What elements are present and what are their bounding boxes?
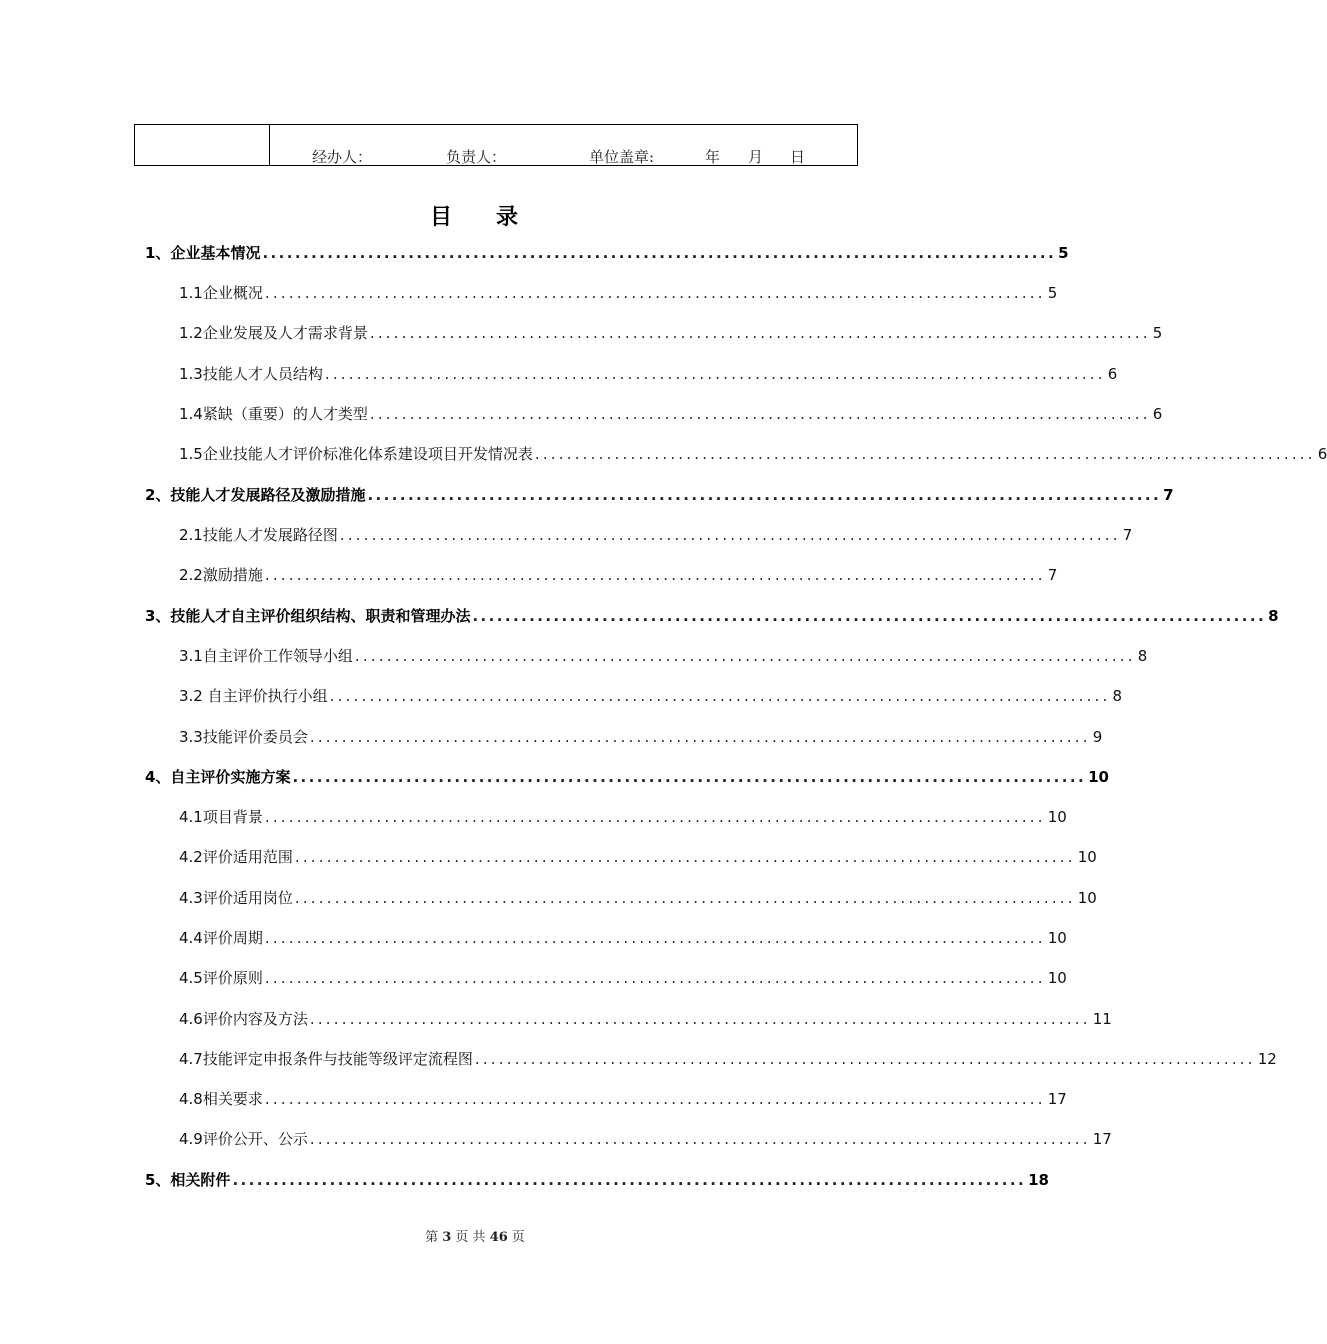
toc-entry[interactable] xyxy=(145,484,1174,506)
toc-entry-label: 4.6评价内容及方法 xyxy=(179,1010,308,1028)
toc-entry-page: 7 xyxy=(1163,486,1174,504)
toc-leader-dots: .................................................................................................. xyxy=(309,728,1091,746)
toc-entry[interactable] xyxy=(179,967,1067,989)
total-pages-number: 46 xyxy=(489,1230,508,1245)
toc-entry-page: 7 xyxy=(1122,526,1133,544)
toc-entry[interactable] xyxy=(179,524,1133,546)
toc-leader-dots: .................................................................................................. xyxy=(474,1050,1256,1068)
toc-leader-dots: .................................................................................................. xyxy=(232,1171,1027,1189)
toc-title-part2: 录 xyxy=(496,205,521,230)
toc-entry[interactable] xyxy=(179,1048,1277,1070)
toc-entry[interactable] xyxy=(179,726,1103,748)
toc-entry-page: 8 xyxy=(1268,607,1279,625)
toc-entry-page: 18 xyxy=(1028,1171,1049,1189)
toc-entry[interactable] xyxy=(179,363,1118,385)
toc-entry[interactable] xyxy=(179,927,1067,949)
toc-entry-label: 4.2评价适用范围 xyxy=(179,848,293,866)
toc-entry-label: 3、技能人才自主评价组织结构、职责和管理办法 xyxy=(145,607,471,625)
toc-leader-dots: .................................................................................................. xyxy=(324,365,1106,383)
toc-leader-dots: .................................................................................................. xyxy=(369,324,1151,342)
toc-entry-page: 10 xyxy=(1077,889,1097,907)
page-footer xyxy=(0,1229,950,1247)
toc-entry-page: 10 xyxy=(1047,808,1067,826)
current-page-number: 3 xyxy=(442,1230,452,1245)
footer-prefix: 第 xyxy=(425,1230,439,1245)
handler-label: 经办人： xyxy=(312,148,373,166)
toc-entry[interactable] xyxy=(145,605,1279,627)
toc-entry[interactable] xyxy=(179,1008,1112,1030)
toc-entry-label: 2、技能人才发展路径及激励措施 xyxy=(145,486,366,504)
toc-leader-dots: .................................................................................................. xyxy=(264,969,1046,987)
toc-entry[interactable] xyxy=(179,443,1327,465)
toc-entry-page: 10 xyxy=(1047,969,1067,987)
toc-leader-dots: .................................................................................................. xyxy=(329,687,1111,705)
month-label: 月 xyxy=(748,148,764,166)
toc-leader-dots: .................................................................................................. xyxy=(264,929,1046,947)
toc-leader-dots: .................................................................................................. xyxy=(309,1130,1091,1148)
toc-entry[interactable] xyxy=(145,766,1109,788)
toc-leader-dots: .................................................................................................. xyxy=(294,889,1076,907)
toc-entry-page: 5 xyxy=(1058,244,1069,262)
toc-leader-dots: .................................................................................................. xyxy=(262,244,1057,262)
toc-leader-dots: .................................................................................................. xyxy=(264,1090,1046,1108)
toc-leader-dots: .................................................................................................. xyxy=(339,526,1121,544)
toc-entry[interactable] xyxy=(179,846,1097,868)
toc-leader-dots: .................................................................................................. xyxy=(309,1010,1091,1028)
toc-entry-label: 3.3技能评价委员会 xyxy=(179,728,308,746)
toc-entry[interactable] xyxy=(179,887,1097,909)
toc-leader-dots: .................................................................................................. xyxy=(367,486,1162,504)
footer-middle: 页 共 xyxy=(455,1230,486,1245)
toc-entry-page: 6 xyxy=(1107,365,1118,383)
toc-entry-page: 12 xyxy=(1257,1050,1277,1068)
seal-label: 单位盖章: xyxy=(589,148,655,166)
toc-title-part1: 目 xyxy=(429,205,454,230)
toc-entry[interactable] xyxy=(179,1088,1067,1110)
toc-entry-page: 6 xyxy=(1152,405,1163,423)
toc-entry-page: 10 xyxy=(1077,848,1097,866)
toc-entry-label: 3.1自主评价工作领导小组 xyxy=(179,647,353,665)
toc-entry-page: 5 xyxy=(1152,324,1163,342)
toc-entry-page: 17 xyxy=(1092,1130,1112,1148)
toc-entry[interactable] xyxy=(179,806,1067,828)
toc-entry[interactable] xyxy=(179,322,1163,344)
toc-entry[interactable] xyxy=(179,1128,1112,1150)
toc-entry[interactable] xyxy=(179,282,1058,304)
signature-table xyxy=(134,124,858,166)
toc-entry[interactable] xyxy=(179,685,1123,707)
toc-entry[interactable] xyxy=(145,1169,1049,1191)
toc-entry-page: 7 xyxy=(1047,566,1058,584)
toc-entry-label: 1.5企业技能人才评价标准化体系建设项目开发情况表 xyxy=(179,445,533,463)
toc-entry-label: 1.4紧缺（重要）的人才类型 xyxy=(179,405,368,423)
toc-entry-label: 1.3技能人才人员结构 xyxy=(179,365,323,383)
toc-entry[interactable] xyxy=(145,242,1069,264)
toc-entry-label: 4.4评价周期 xyxy=(179,929,263,947)
toc-leader-dots: .................................................................................................. xyxy=(294,848,1076,866)
year-label: 年 xyxy=(705,148,721,166)
toc-leader-dots: .................................................................................................. xyxy=(369,405,1151,423)
toc-entry-label: 3.2 自主评价执行小组 xyxy=(179,687,328,705)
toc-entry-label: 4.3评价适用岗位 xyxy=(179,889,293,907)
toc-entry-label: 1.2企业发展及人才需求背景 xyxy=(179,324,368,342)
table-divider xyxy=(269,125,270,165)
day-label: 日 xyxy=(790,148,806,166)
toc-entry-label: 4.5评价原则 xyxy=(179,969,263,987)
toc-leader-dots: .................................................................................................. xyxy=(264,566,1046,584)
toc-entry-label: 2.2激励措施 xyxy=(179,566,263,584)
toc-leader-dots: .................................................................................................. xyxy=(264,808,1046,826)
toc-entry-page: 17 xyxy=(1047,1090,1067,1108)
toc-entry-page: 10 xyxy=(1088,768,1109,786)
toc-entry-label: 1、企业基本情况 xyxy=(145,244,261,262)
toc-leader-dots: .................................................................................................. xyxy=(354,647,1136,665)
toc-entry-label: 4.9评价公开、公示 xyxy=(179,1130,308,1148)
toc-entry[interactable] xyxy=(179,645,1148,667)
toc-leader-dots: .................................................................................................. xyxy=(534,445,1316,463)
toc-entry-page: 6 xyxy=(1317,445,1327,463)
toc-entry-page: 8 xyxy=(1137,647,1148,665)
toc-leader-dots: .................................................................................................. xyxy=(472,607,1267,625)
toc-entry-label: 5、相关附件 xyxy=(145,1171,231,1189)
toc-title xyxy=(0,203,950,233)
toc-entry-label: 4、自主评价实施方案 xyxy=(145,768,291,786)
toc-entry-label: 2.1技能人才发展路径图 xyxy=(179,526,338,544)
toc-entry-page: 9 xyxy=(1092,728,1103,746)
responsible-label: 负责人： xyxy=(446,148,507,166)
toc-entry-page: 5 xyxy=(1047,284,1058,302)
toc-leader-dots: .................................................................................................. xyxy=(264,284,1046,302)
toc-entry-page: 11 xyxy=(1092,1010,1112,1028)
toc-entry-page: 10 xyxy=(1047,929,1067,947)
toc-entry-label: 4.1项目背景 xyxy=(179,808,263,826)
footer-suffix: 页 xyxy=(511,1230,525,1245)
toc-entry[interactable] xyxy=(179,564,1058,586)
toc-entry-label: 4.7技能评定申报条件与技能等级评定流程图 xyxy=(179,1050,473,1068)
toc-leader-dots: .................................................................................................. xyxy=(292,768,1087,786)
toc-entry-page: 8 xyxy=(1112,687,1123,705)
toc-entry-label: 1.1企业概况 xyxy=(179,284,263,302)
toc-entry-label: 4.8相关要求 xyxy=(179,1090,263,1108)
toc-entry[interactable] xyxy=(179,403,1163,425)
